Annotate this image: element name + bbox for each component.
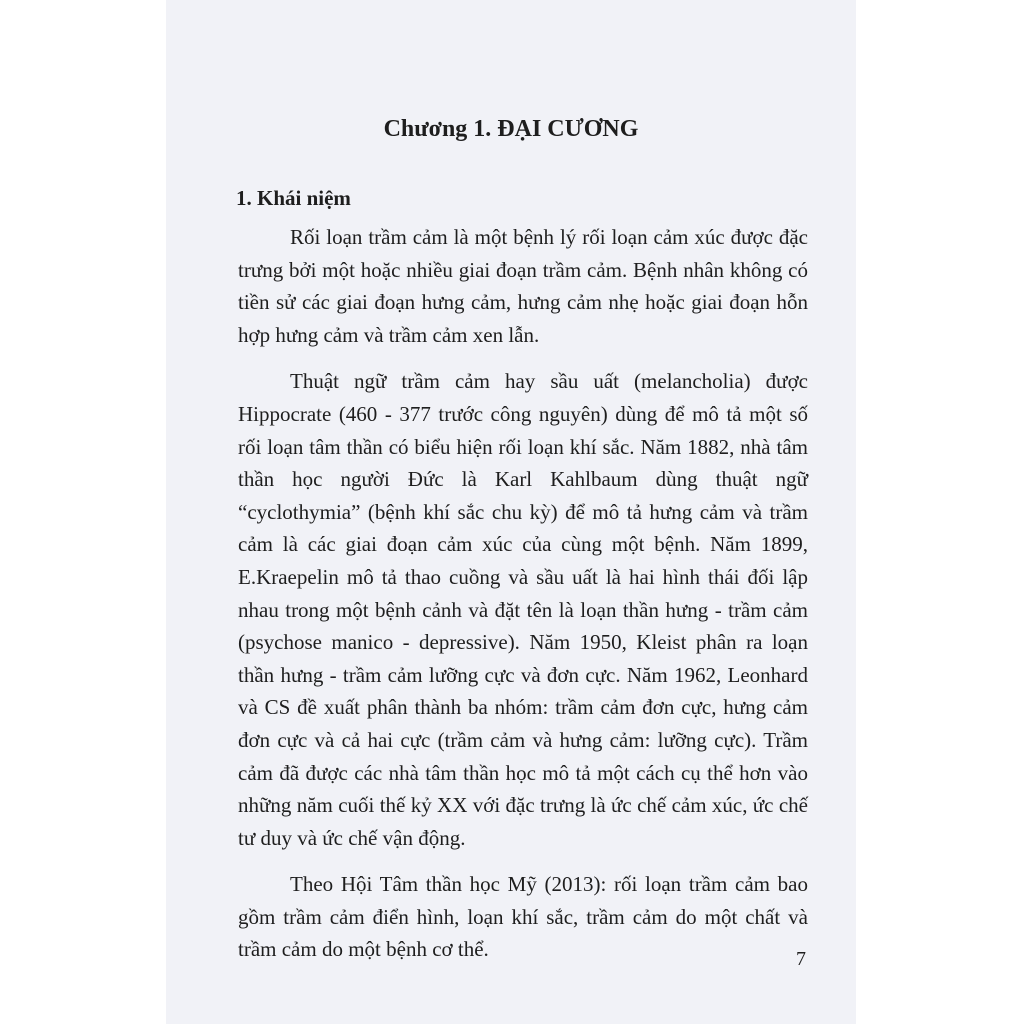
paragraph-definition: Rối loạn trầm cảm là một bệnh lý rối loạn cảm xúc được đặc trưng bởi một hoặc nhiều giai đoạn trầm cảm. Bệnh nhân không có tiền sử các giai đoạn hưng cảm, hưng cảm nhẹ hoặc giai đoạn hỗn hợp hưng cảm và trầm cảm xen lẫn. bbox=[238, 225, 808, 347]
book-page bbox=[166, 0, 856, 1024]
page-number: 7 bbox=[796, 948, 806, 970]
body-text bbox=[238, 221, 808, 980]
paragraph-history: Thuật ngữ trầm cảm hay sầu uất (melancholia) được Hippocrate (460 - 377 trước công nguyên) dùng để mô tả một số rối loạn tâm thần có biểu hiện rối loạn khí sắc. Năm 1882, nhà tâm thần học người Đức là Karl Kahlbaum dùng thuật ngữ “cyclothymia” (bệnh khí sắc chu kỳ) để mô tả hưng cảm và trầm cảm là các giai đoạn cảm xúc của cùng một bệnh. Năm 1899, E.Kraepelin mô tả thao cuồng và sầu uất là hai hình thái đối lập nhau trong một bệnh cảnh và đặt tên là loạn thần hưng - trầm cảm (psychose manico - depressive). Năm 1950, Kleist phân ra loạn thần hưng - trầm cảm lưỡng cực và đơn cực. Năm 1962, Leonhard và CS đề xuất phân thành ba nhóm: trầm cảm đơn cực, hưng cảm đơn cực và cả hai cực (trầm cảm và hưng cảm: lưỡng cực). Trầm cảm đã được các nhà tâm thần học mô tả một cách cụ thể hơn vào những năm cuối thế kỷ XX với đặc trưng là ức chế cảm xúc, ức chế tư duy và ức chế vận động. bbox=[238, 369, 808, 850]
section-heading: 1. Khái niệm bbox=[236, 186, 351, 210]
paragraph-apa-classification: Theo Hội Tâm thần học Mỹ (2013): rối loạn trầm cảm bao gồm trầm cảm điển hình, loạn khí sắc, trầm cảm do một chất và trầm cảm do một bệnh cơ thể. bbox=[238, 872, 808, 962]
chapter-title: Chương 1. ĐẠI CƯƠNG bbox=[383, 116, 639, 142]
